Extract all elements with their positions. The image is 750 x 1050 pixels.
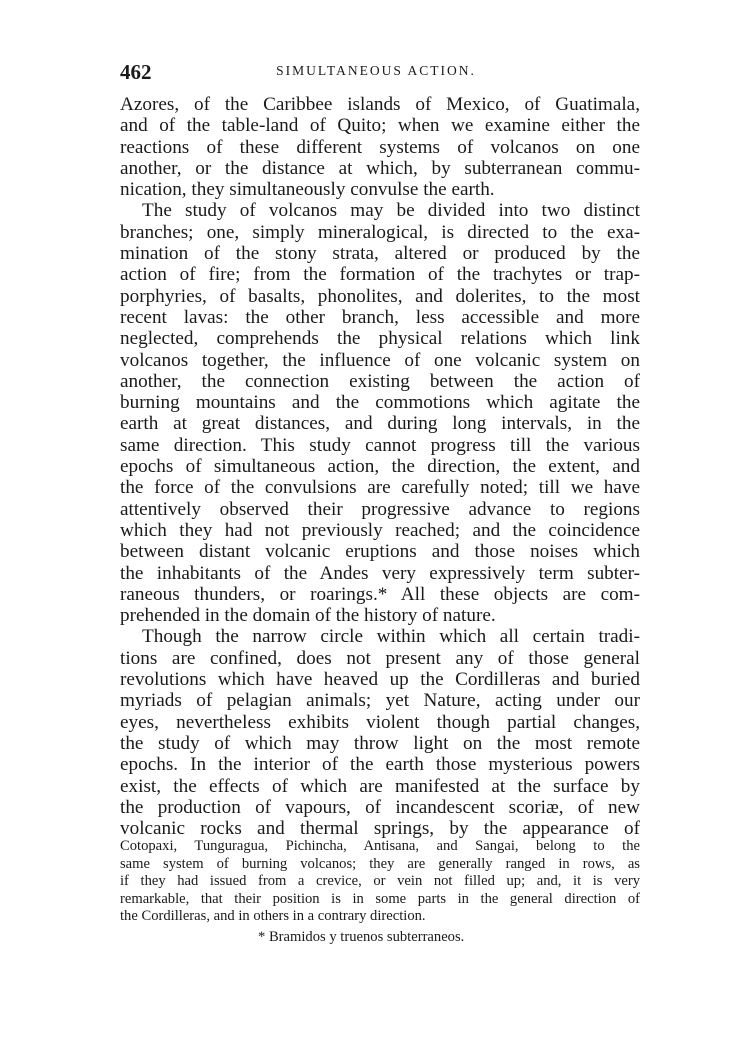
text-line: another, or the distance at which, by subterranean commu- <box>120 157 640 179</box>
text-line: epochs. In the interior of the earth those mysterious powers <box>120 754 640 776</box>
text-line: action of fire; from the formation of the trachytes or trap- <box>120 264 640 286</box>
text-line: between distant volcanic eruptions and those noises which <box>120 541 640 563</box>
text-line: branches; one, simply mineralogical, is directed to the exa- <box>120 221 640 243</box>
text-line: neglected, comprehends the physical relations which link <box>120 328 640 350</box>
text-line: recent lavas: the other branch, less accessible and more <box>120 306 640 328</box>
text-line: epochs of simultaneous action, the direction, the extent, and <box>120 456 640 478</box>
text-line: same direction. This study cannot progress till the various <box>120 434 640 456</box>
footnotes <box>120 838 640 947</box>
footnote-line: remarkable, that their position is in some parts in the general direction of <box>120 890 640 907</box>
page-header <box>120 60 632 84</box>
text-line: eyes, nevertheless exhibits violent though partial changes, <box>120 711 640 733</box>
text-line: prehended in the domain of the history of nature. <box>120 605 496 627</box>
text-line: and of the table-land of Quito; when we examine either the <box>120 115 640 137</box>
text-line: earth at great distances, and during long intervals, in the <box>120 413 640 435</box>
text-line: tions are confined, does not present any of those general <box>120 647 640 669</box>
text-line: Azores, of the Caribbee islands of Mexico, of Guatimala, <box>120 94 640 115</box>
text-line: Though the narrow circle within which all certain tradi- <box>142 626 640 648</box>
text-line: another, the connection existing between the action of <box>120 370 640 392</box>
footnote-line: same system of burning volcanos; they are generally ranged in rows, as <box>120 855 640 872</box>
text-line: volcanos together, the influence of one volcanic system on <box>120 349 640 371</box>
footnote-line: Cotopaxi, Tunguragua, Pichincha, Antisana, and Sangai, belong to the <box>120 838 640 854</box>
text-line: reactions of these different systems of volcanos on one <box>120 136 640 158</box>
text-line: raneous thunders, or roarings.* All these objects are com- <box>120 583 640 605</box>
text-line: revolutions which have heaved up the Cordilleras and buried <box>120 669 640 691</box>
text-line: the force of the convulsions are carefully noted; till we have <box>120 477 640 499</box>
text-line: the study of which may throw light on the most remote <box>120 732 640 754</box>
text-line: burning mountains and the commotions which agitate the <box>120 392 640 414</box>
page-number: 462 <box>120 60 152 84</box>
body-text <box>120 94 640 839</box>
text-line: mination of the stony strata, altered or produced by the <box>120 243 640 265</box>
footnote-line: if they had issued from a crevice, or vein not filled up; and, it is very <box>120 873 640 890</box>
text-line: which they had not previously reached; and the coincidence <box>120 519 640 541</box>
text-line: the inhabitants of the Andes very expressively term subter- <box>120 562 640 584</box>
footnote-line: * Bramidos y truenos subterraneos. <box>258 928 465 945</box>
text-line: attentively observed their progressive advance to regions <box>120 498 640 520</box>
text-line: nication, they simultaneously convulse the earth. <box>120 179 495 201</box>
text-line: The study of volcanos may be divided into two distinct <box>142 200 640 222</box>
footnote-line: the Cordilleras, and in others in a contrary direction. <box>120 908 426 925</box>
text-line: myriads of pelagian animals; yet Nature, acting under our <box>120 690 640 712</box>
text-line: volcanic rocks and thermal springs, by the appearance of <box>120 818 640 840</box>
running-head: SIMULTANEOUS ACTION. <box>276 63 476 78</box>
text-line: porphyries, of basalts, phonolites, and dolerites, to the most <box>120 285 640 307</box>
text-line: exist, the effects of which are manifested at the surface by <box>120 775 640 797</box>
text-line: the production of vapours, of incandescent scoriæ, of new <box>120 796 640 818</box>
